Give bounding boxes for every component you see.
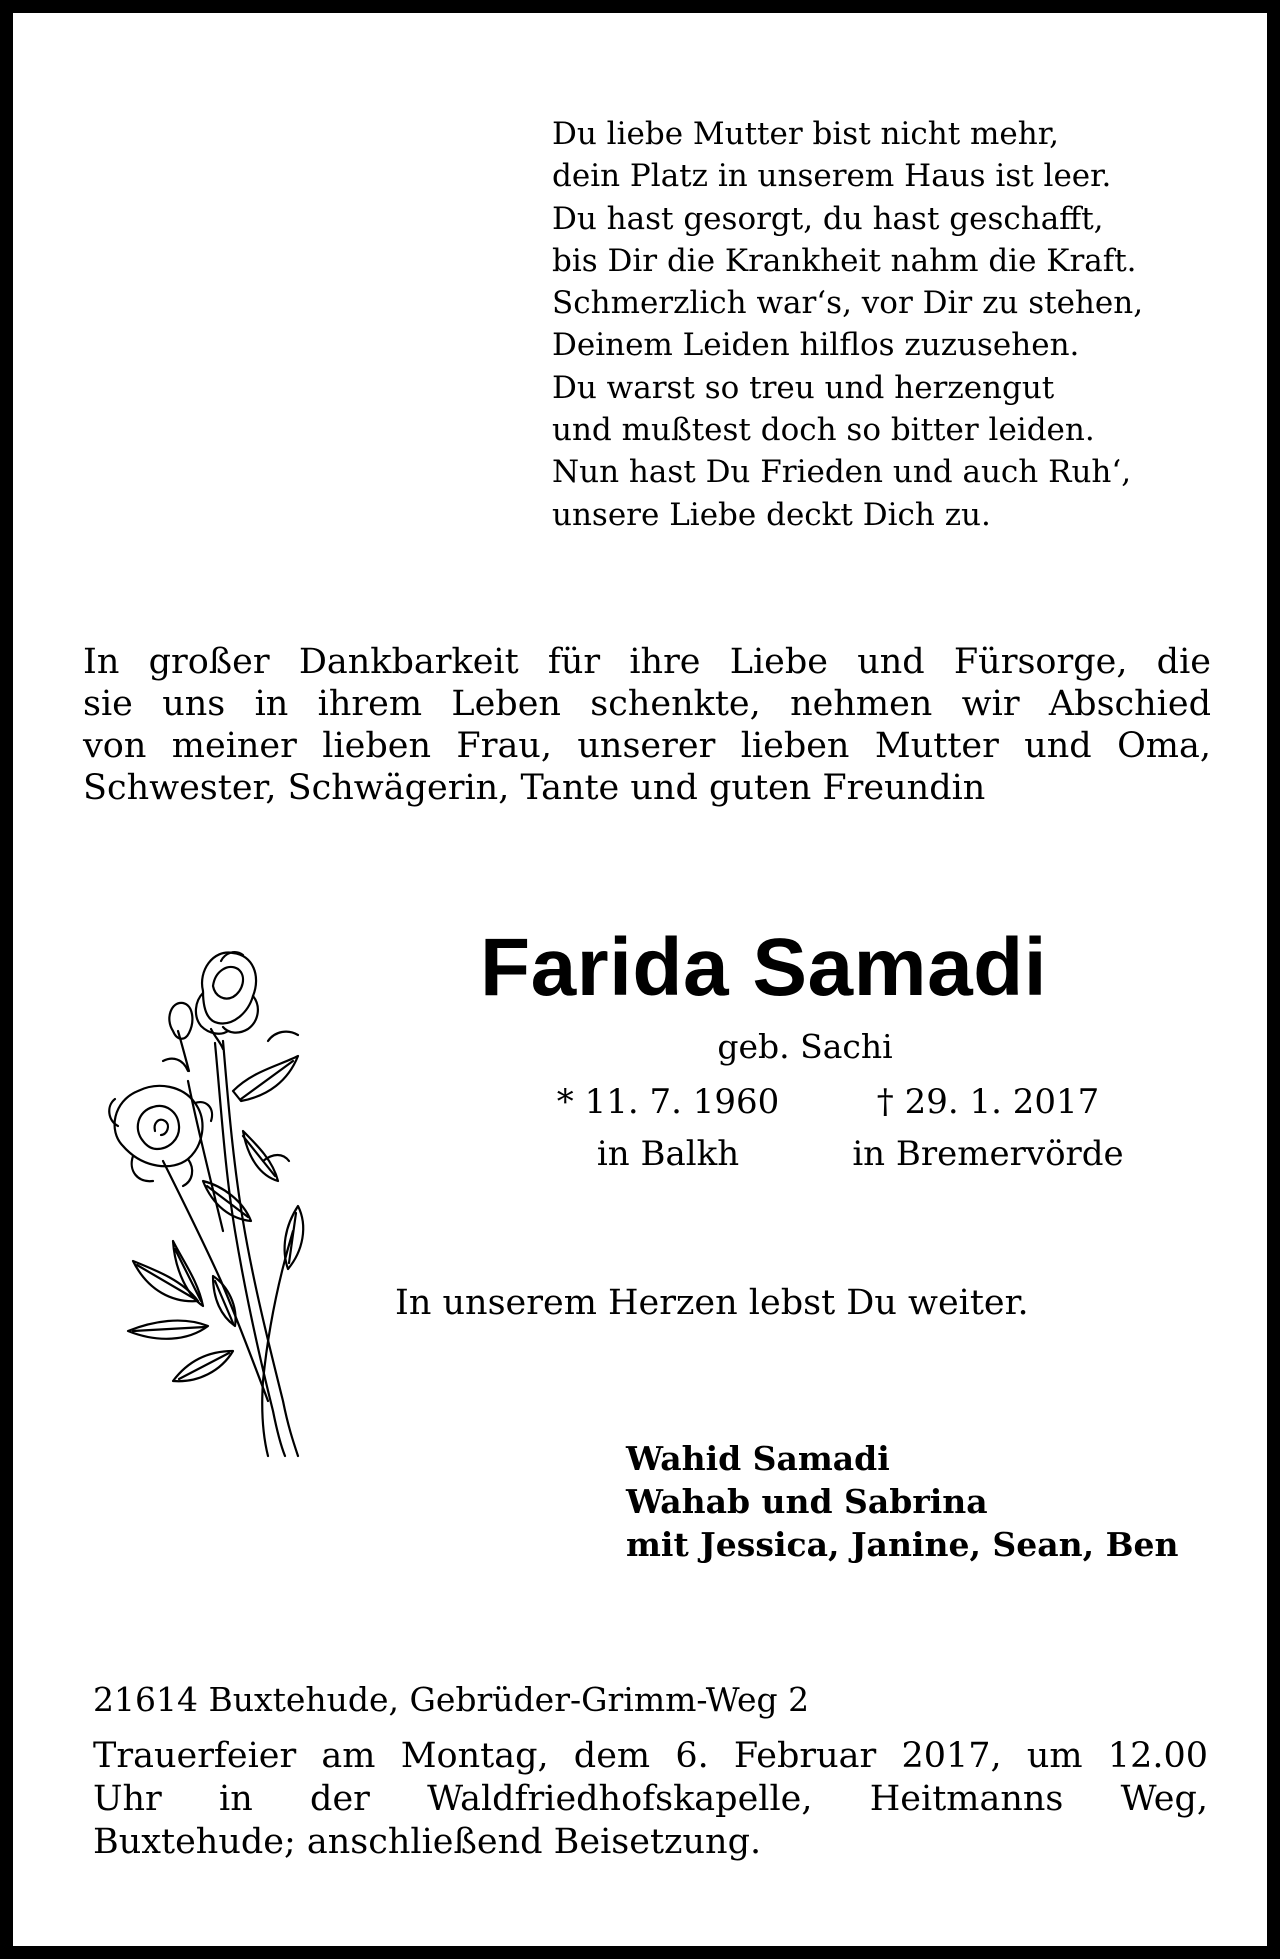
poem-line: Du hast gesorgt, du hast geschafft, [552, 200, 1104, 237]
poem-line: Du liebe Mutter bist nicht mehr, [552, 116, 1060, 152]
intro-line: Schwester, Schwägerin, Tante und guten Freundin [83, 768, 986, 808]
death-date: † 29. 1. 2017 [876, 1082, 1100, 1122]
poem-line: Deinem Leiden hilflos zuzusehen. [552, 327, 1080, 364]
intro-paragraph [83, 641, 1211, 809]
life-dates [523, 1076, 1163, 1180]
intro-line: sie uns in ihrem Leben schenkte, nehmen wir Abschied [83, 684, 1211, 724]
service-line: Buxtehude; anschließend Beisetzung. [93, 1822, 762, 1862]
address: 21614 Buxtehude, Gebrüder-Grimm-Weg 2 [93, 1680, 810, 1719]
rose-illustration [103, 931, 353, 1461]
poem-line: Nun hast Du Frieden und auch Ruh‘, [552, 454, 1132, 491]
birth-date: * 11. 7. 1960 [556, 1082, 780, 1122]
death-place: in Bremervörde [852, 1134, 1124, 1174]
family-signature [626, 1437, 1226, 1566]
deceased-name: Farida Samadi [480, 922, 1048, 1013]
family-line: Wahid Samadi [626, 1439, 890, 1478]
poem-line: Du warst so treu und herzengut [552, 369, 1055, 406]
poem-line: bis Dir die Krankheit nahm die Kraft. [552, 242, 1137, 279]
places-row [523, 1128, 1163, 1180]
poem-line: und mußtest doch so bitter leiden. [552, 412, 1095, 449]
intro-line: In großer Dankbarkeit für ihre Liebe und Fürsorge, die [83, 642, 1211, 682]
service-line: Trauerfeier am Montag, dem 6. Februar 2017, um 12.00 [93, 1736, 1208, 1776]
poem-line: unsere Liebe deckt Dich zu. [552, 496, 991, 533]
family-line: mit Jessica, Janine, Sean, Ben [626, 1525, 1179, 1564]
birth-place: in Balkh [596, 1134, 740, 1174]
poem-line: dein Platz in unserem Haus ist leer. [552, 158, 1112, 195]
poem-line: Schmerzlich war‘s, vor Dir zu stehen, [552, 285, 1144, 322]
motto: In unserem Herzen lebst Du weiter. [395, 1283, 1029, 1323]
intro-line: von meiner lieben Frau, unserer lieben Mutter und Oma, [83, 726, 1211, 766]
family-line: Wahab und Sabrina [626, 1482, 988, 1521]
poem [552, 113, 1252, 536]
service-info [93, 1735, 1208, 1864]
dates-row [523, 1076, 1163, 1128]
maiden-name: geb. Sachi [717, 1027, 893, 1066]
service-line: Uhr in der Waldfriedhofskapelle, Heitmanns Weg, [93, 1779, 1208, 1819]
